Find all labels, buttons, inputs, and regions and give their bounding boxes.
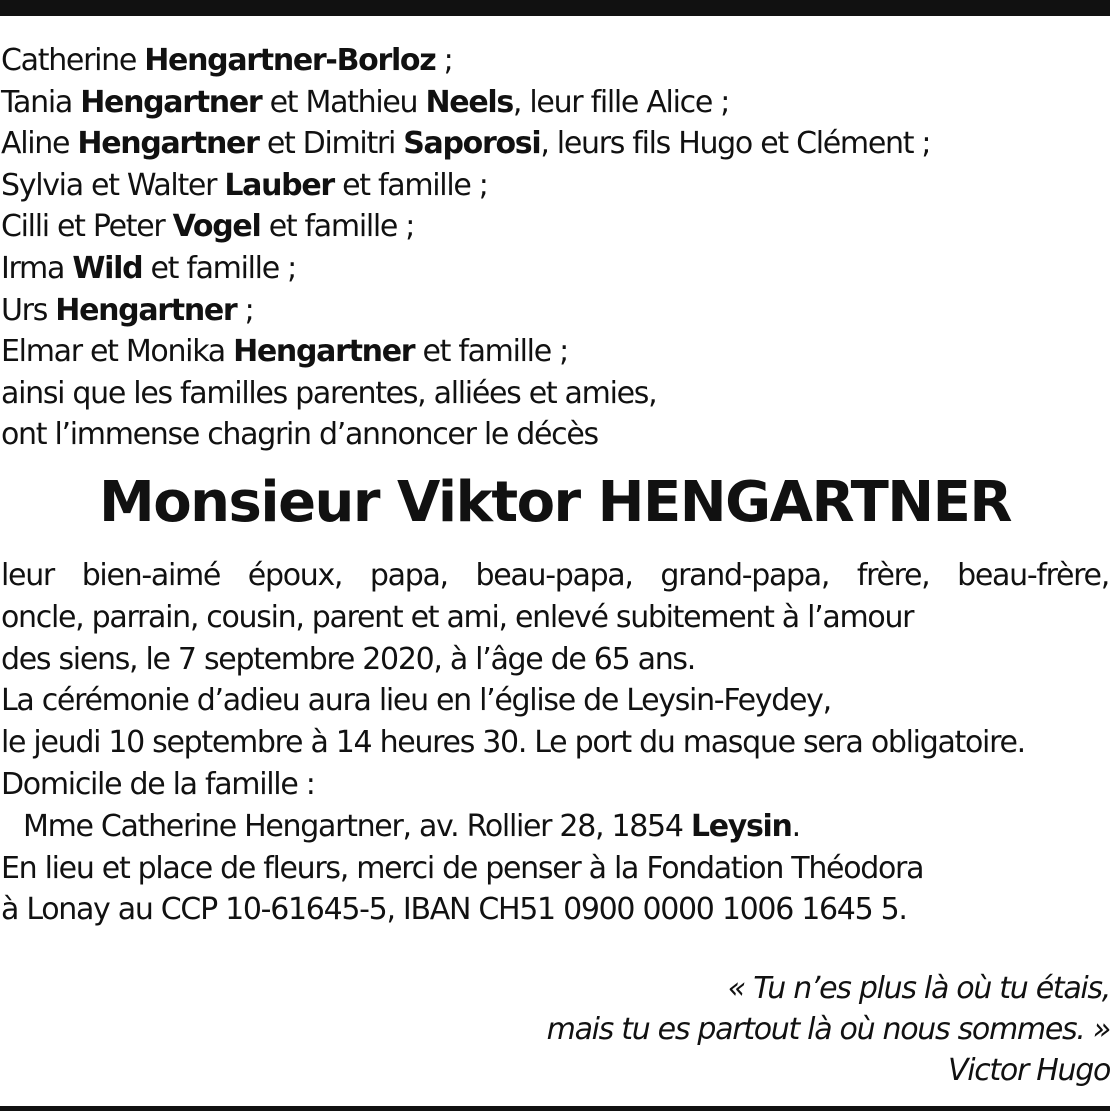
text: .	[791, 808, 800, 844]
word: bien-aimé	[81, 558, 221, 593]
surname: Saporosi	[403, 126, 541, 162]
body-line-justified	[1, 555, 1109, 597]
text: et Dimitri	[258, 126, 404, 162]
surname: Vogel	[172, 209, 261, 245]
surname: Wild	[72, 250, 143, 286]
body-line: En lieu et place de fleurs, merci de penser à la Fondation Théodora	[1, 850, 924, 886]
word: papa,	[369, 558, 448, 593]
family-line-6	[1, 248, 1109, 290]
family-line-8	[1, 331, 1109, 373]
text: Irma	[1, 250, 73, 286]
family-line-4	[1, 165, 1109, 207]
surname: Hengartner	[55, 292, 237, 328]
text: et famille ;	[333, 167, 488, 203]
family-line-1	[1, 40, 1109, 82]
text: ;	[236, 292, 254, 328]
text: , leurs fils Hugo et Clément ;	[540, 126, 931, 162]
text: et famille ;	[414, 334, 568, 370]
family-line-10	[1, 414, 1109, 456]
body-line: Domicile de la famille :	[1, 766, 315, 802]
text: Cilli et Peter	[1, 209, 173, 245]
word: frère,	[856, 558, 930, 593]
text: ;	[435, 43, 453, 78]
text: Urs	[1, 292, 56, 328]
word: beau-frère,	[957, 558, 1109, 593]
surname: Hengartner	[233, 334, 415, 370]
text: et famille ;	[260, 209, 415, 245]
surname: Neels	[425, 84, 513, 120]
quote-line-2: mais tu es partout là où nous sommes. »	[546, 1012, 1110, 1047]
quote-line-1: « Tu n’es plus là où tu étais,	[727, 971, 1110, 1006]
body-line: oncle, parrain, cousin, parent et ami, enlevé subitement à l’amour	[1, 599, 914, 635]
bottom-rule	[0, 1106, 1110, 1111]
text: Aline	[1, 126, 78, 162]
body-line: La cérémonie d’adieu aura lieu en l’église de Leysin-Feydey,	[1, 683, 831, 719]
word: beau-papa,	[475, 558, 633, 593]
family-line-5	[1, 206, 1109, 248]
text: Tania	[1, 84, 81, 120]
family-line-7	[1, 290, 1109, 332]
top-rule	[0, 0, 1110, 16]
text: Elmar et Monika	[1, 334, 234, 370]
word: grand-papa,	[660, 558, 830, 593]
deceased-name: Monsieur Viktor HENGARTNER	[98, 470, 1012, 535]
body-line: à Lonay au CCP 10-61645-5, IBAN CH51 0900 0000 1006 1645 5.	[1, 892, 907, 928]
surname: Hengartner	[80, 84, 262, 120]
quote-block	[547, 968, 1110, 1091]
family-address	[1, 806, 1109, 848]
announcement-body	[1, 555, 1109, 931]
text: ainsi que les familles parentes, alliées et amies,	[1, 375, 657, 411]
family-line-9	[1, 373, 1109, 415]
text: ont l’immense chagrin d’annoncer le décès	[1, 417, 598, 453]
text: Catherine	[1, 43, 145, 78]
city: Leysin	[690, 808, 792, 844]
family-line-3	[1, 123, 1109, 165]
text: Mme Catherine Hengartner, av. Rollier 28, 1854	[23, 808, 691, 844]
body-line: des siens, le 7 septembre 2020, à l’âge de 65 ans.	[1, 641, 695, 677]
family-line-2	[1, 82, 1109, 124]
text: et famille ;	[142, 250, 296, 286]
body-line: le jeudi 10 septembre à 14 heures 30. Le port du masque sera obligatoire.	[1, 725, 1025, 761]
quote-author: Victor Hugo	[947, 1053, 1110, 1088]
word: époux,	[247, 558, 343, 593]
surname: Hengartner	[77, 126, 259, 162]
word: leur	[1, 558, 54, 593]
text: et Mathieu	[261, 84, 426, 120]
surname: Lauber	[224, 167, 334, 203]
family-list	[1, 40, 1109, 456]
surname: Hengartner-Borloz	[144, 43, 436, 78]
text: , leur fille Alice ;	[512, 84, 730, 120]
text: Sylvia et Walter	[1, 167, 225, 203]
